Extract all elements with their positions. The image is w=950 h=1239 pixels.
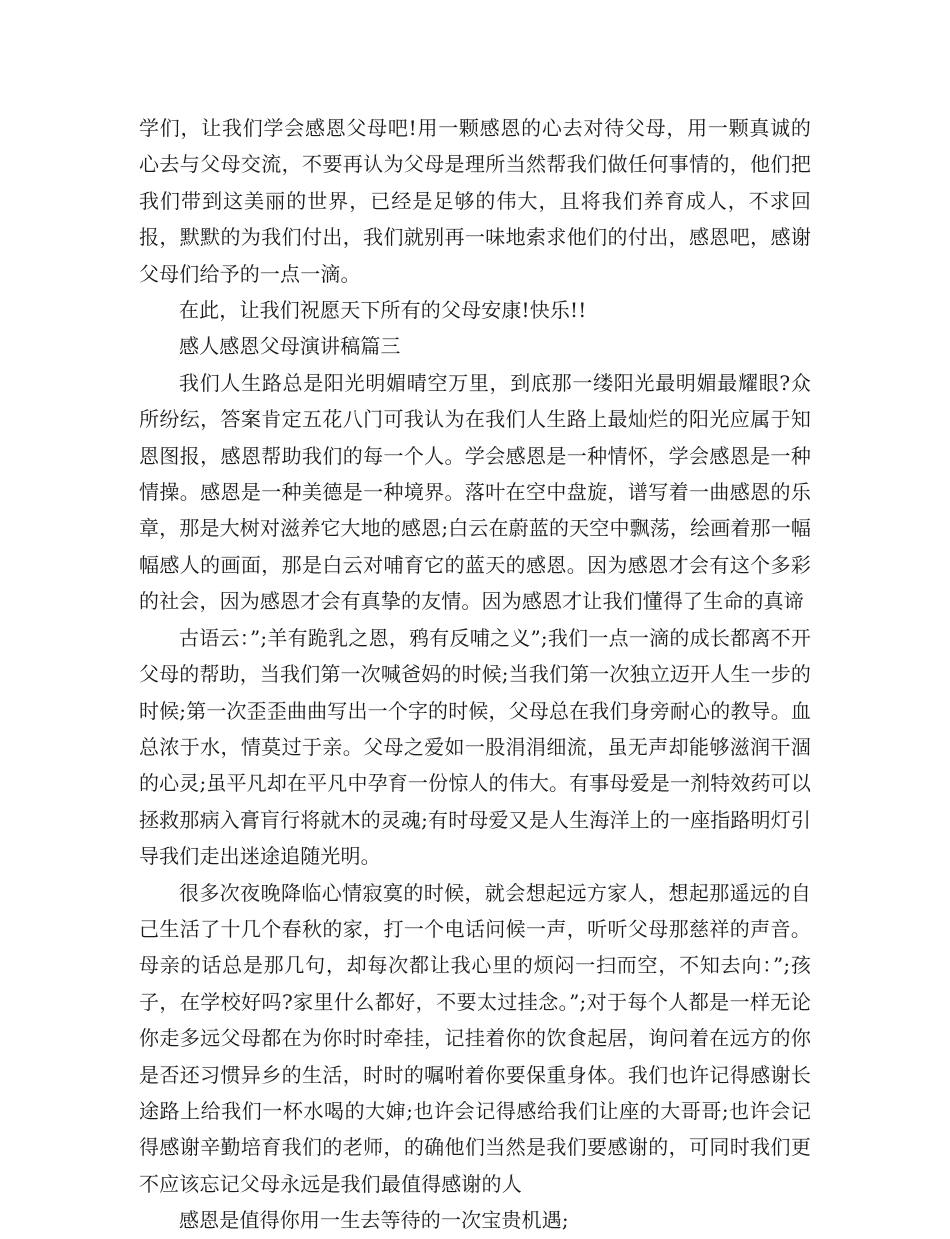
- paragraph-2: 在此，让我们祝愿天下所有的父母安康!快乐!!: [179, 298, 587, 323]
- paragraph-5: 很多次夜晚降临心情寂寞的时候，就会想起远方家人，想起那遥远的自己生活了十几个春秋的家，打一个电话问候一声，听听父母那慈祥的声音。母亲的话总是那几句，却每次都让我心里的烦闷一扫而空，不知去向：”;孩子，在学校好吗?家里什么都好，不要太过挂念。”;对于每个人都是一样无论你走多远父母都在为你时时牵挂，记挂着你的饮食起居，询问着在远方的你是否还习惯异乡的生活，时时的嘱咐着你要保重身体。我们也许记得感谢长途路上给我们一杯水喝的大婶;也许会记得感给我们让座的大哥哥;也许会记得感谢辛勤培育我们的老师，的确他们当然是我们要感谢的，可同时我们更不应该忘记父母永远是我们最值得感谢的人: [139, 880, 811, 1196]
- paragraph-1: 学们，让我们学会感恩父母吧!用一颗感恩的心去对待父母，用一颗真诚的心去与父母交流，不要再认为父母是理所当然帮我们做任何事情的，他们把我们带到这美丽的世界，已经是足够的伟大，且将我们养育成人，不求回报，默默的为我们付出，我们就别再一味地索求他们的付出，感恩吧，感谢父母们给予的一点一滴。: [139, 116, 811, 286]
- section-heading: 感人感恩父母演讲稿篇三: [179, 334, 401, 359]
- document-body: [139, 110, 811, 1239]
- paragraph-3: 我们人生路总是阳光明媚晴空万里，到底那一缕阳光最明媚最耀眼?众所纷纭，答案肯定五花八门可我认为在我们人生路上最灿烂的阳光应属于知恩图报，感恩帮助我们的每一个人。学会感恩是一种情怀，学会感恩是一种情操。感恩是一种美德是一种境界。落叶在空中盘旋，谱写着一曲感恩的乐章，那是大树对滋养它大地的感恩;白云在蔚蓝的天空中飘荡，绘画着那一幅幅感人的画面，那是白云对哺育它的蓝天的感恩。因为感恩才会有这个多彩的社会，因为感恩才会有真挚的友情。因为感恩才让我们懂得了生命的真谛: [139, 370, 811, 614]
- paragraph-6: 感恩是值得你用一生去等待的一次宝贵机遇;: [179, 1208, 569, 1233]
- paragraph-4: 古语云：”;羊有跪乳之恩，鸦有反哺之义”;我们一点一滴的成长都离不开父母的帮助，当我们第一次喊爸妈的时候;当我们第一次独立迈开人生一步的时候;第一次歪歪曲曲写出一个字的时候，父母总在我们身旁耐心的教导。血总浓于水，情莫过于亲。父母之爱如一股涓涓细流，虽无声却能够滋润干涸的心灵;虽平凡却在平凡中孕育一份惊人的伟大。有事母爱是一剂特效药可以拯救那病入膏肓行将就木的灵魂;有时母爱又是人生海洋上的一座指路明灯引导我们走出迷途追随光明。: [139, 625, 811, 869]
